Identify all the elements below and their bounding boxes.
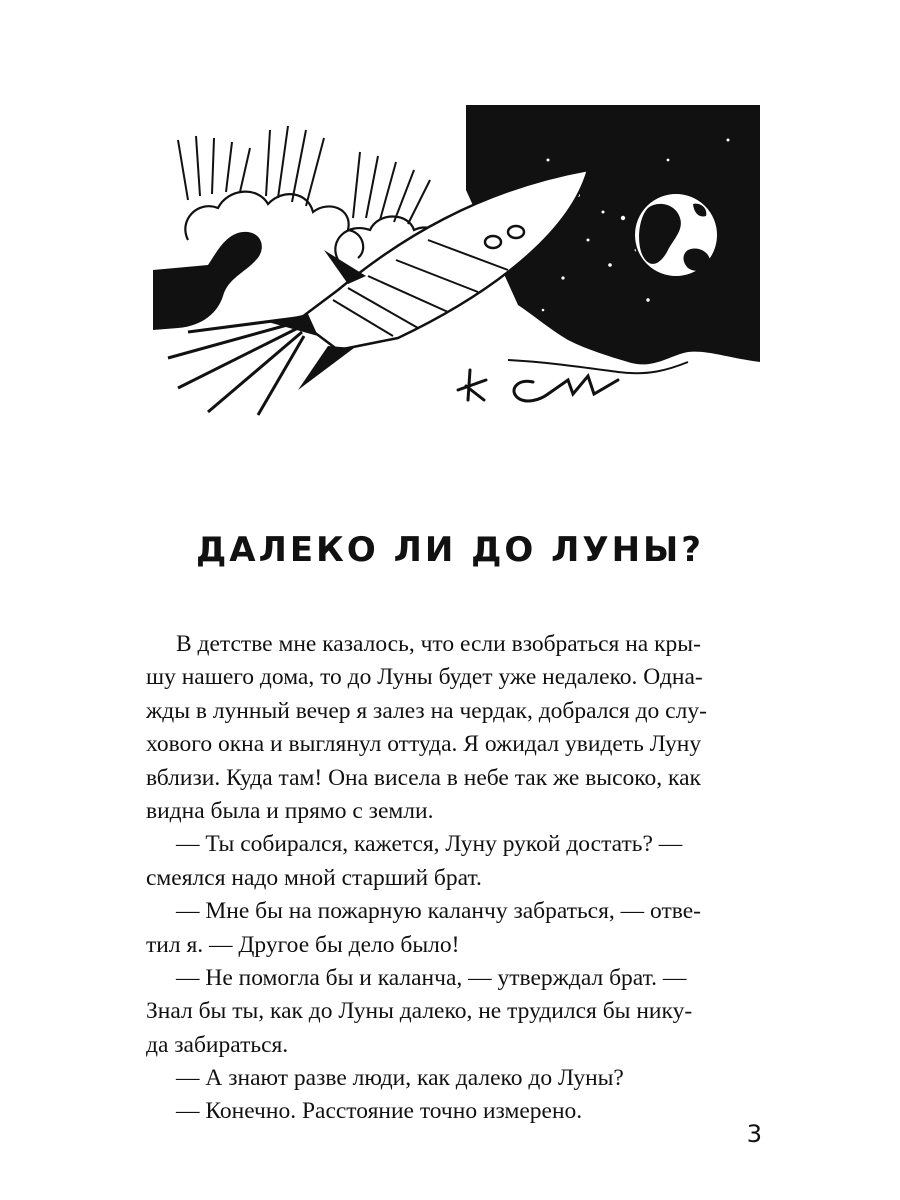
chapter-title: ДАЛЕКО ЛИ ДО ЛУНЫ?: [195, 530, 704, 570]
chapter-body: [146, 628, 766, 1129]
text-line: Знал бы ты, как до Луны далеко, не трудился бы нику-: [146, 998, 693, 1025]
text-line: — А знают разве люди, как далеко до Луны?: [176, 1065, 624, 1092]
text-line: жды в лунный вечер я залез на чердак, добрался до слу-: [146, 697, 707, 724]
page-number: 3: [746, 1120, 762, 1148]
text-line: видна была и прямо с земли.: [146, 797, 434, 824]
text-line: — Мне бы на пожарную каланчу забраться, — отве-: [176, 898, 701, 925]
text-line: — Не помогла бы и каланча, — утверждал брат. —: [176, 964, 687, 991]
text-line: В детстве мне казалось, что если взобраться на кры-: [176, 631, 701, 657]
text-line: — Ты собирался, кажется, Луну рукой достать? —: [176, 831, 683, 858]
text-line: смеялся надо мной старший брат.: [146, 864, 482, 891]
text-line: тил я. — Другое бы дело было!: [146, 931, 460, 958]
rocket-moon-illustration: [148, 100, 760, 420]
rocket-moon-icon: [148, 100, 760, 420]
text-line: вблизи. Куда там! Она висела в небе так же высоко, как: [146, 764, 701, 791]
text-line: хового окна и выглянул оттуда. Я ожидал увидеть Луну: [146, 731, 702, 758]
text-line: да забираться.: [146, 1031, 289, 1058]
text-line: шу нашего дома, то до Луны будет уже недалеко. Одна-: [146, 664, 703, 691]
text-line: — Конечно. Расстояние точно измерено.: [176, 1098, 583, 1125]
